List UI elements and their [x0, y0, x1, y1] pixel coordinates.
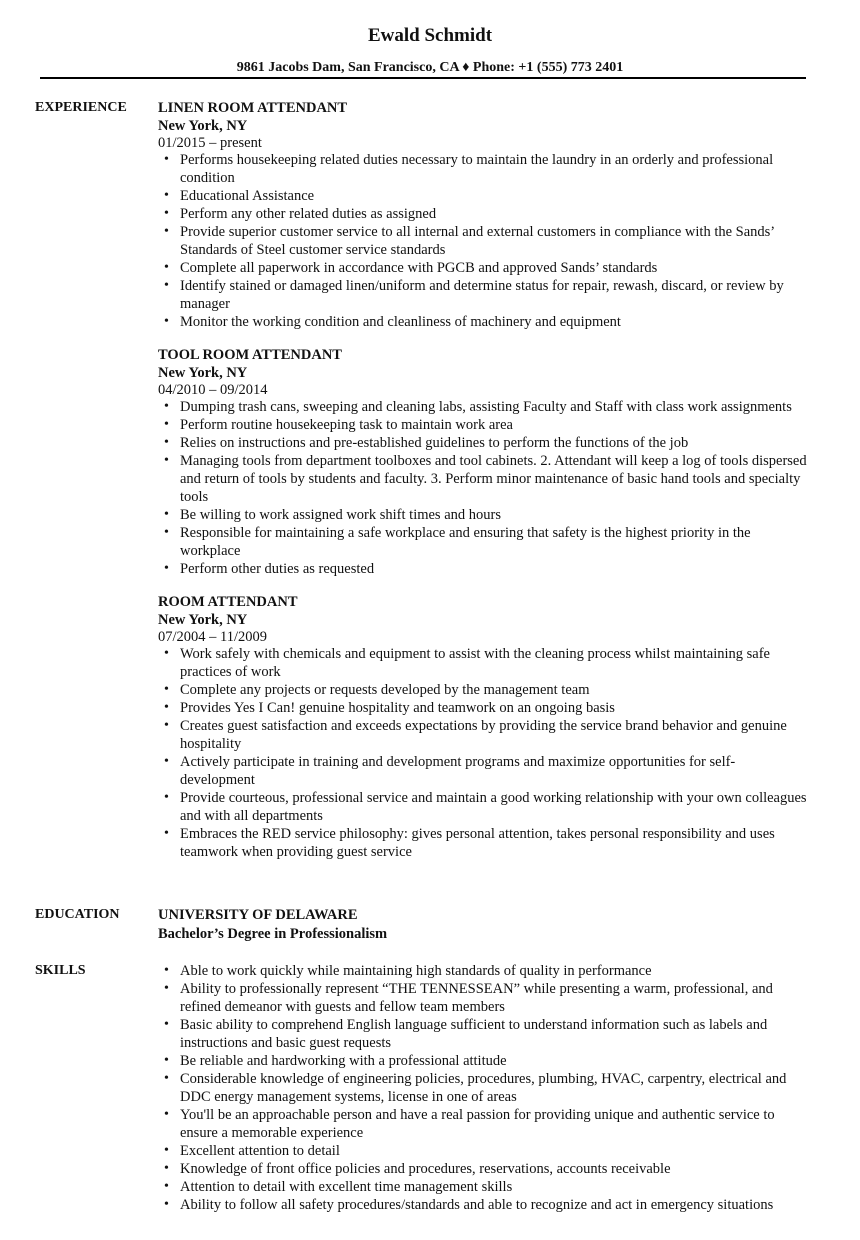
skill-item: • Ability to follow all safety procedures/standards and able to recognize and act in emergency situations: [158, 1196, 808, 1214]
job-dates: 07/2004 – 11/2009: [158, 629, 268, 645]
duty-item: • Responsible for maintaining a safe workplace and ensuring that safety is the highest priority in the workplace: [158, 524, 808, 560]
job-duties: [158, 151, 808, 331]
header-divider: [40, 77, 806, 79]
duty-item: • Perform routine housekeeping task to maintain work area: [158, 416, 808, 434]
skill-item: • Be reliable and hardworking with a professional attitude: [158, 1052, 808, 1070]
duty-item: • Performs housekeeping related duties necessary to maintain the laundry in an orderly and professional condition: [158, 151, 808, 187]
duty-item: • Work safely with chemicals and equipment to assist with the cleaning process whilst maintaining safe practices of work: [158, 645, 808, 681]
job-title: TOOL ROOM ATTENDANT: [158, 347, 342, 363]
skills-heading: SKILLS: [35, 963, 86, 978]
duty-item: • Actively participate in training and development programs and maximize opportunities for self-development: [158, 753, 808, 789]
contact-line: 9861 Jacobs Dam, San Francisco, CA ♦ Phone: +1 (555) 773 2401: [236, 60, 624, 75]
duty-item: • Dumping trash cans, sweeping and cleaning labs, assisting Faculty and Staff with class work assignments: [158, 398, 808, 416]
duty-item: • Managing tools from department toolboxes and tool cabinets. 2. Attendant will keep a log of tools dispersed and return of tools by students and faculty. 3. Perform minor maintenance of basic hand tools and specialty tools: [158, 452, 808, 506]
job-title: LINEN ROOM ATTENDANT: [158, 100, 348, 116]
duty-item: • Provide superior customer service to all internal and external customers in compliance with the Sands’ Standards of Steel customer service standards: [158, 223, 808, 259]
duty-item: • Identify stained or damaged linen/uniform and determine status for repair, rewash, discard, or review by manager: [158, 277, 808, 313]
job-location: New York, NY: [158, 365, 248, 381]
skills-list: [158, 962, 808, 1214]
duty-item: • Complete all paperwork in accordance with PGCB and approved Sands’ standards: [158, 259, 808, 277]
duty-item: • Monitor the working condition and cleanliness of machinery and equipment: [158, 313, 808, 331]
duty-item: • Relies on instructions and pre-established guidelines to perform the functions of the job: [158, 434, 808, 452]
job-dates: 01/2015 – present: [158, 135, 262, 151]
job-location: New York, NY: [158, 612, 248, 628]
duty-item: • Provide courteous, professional service and maintain a good working relationship with your own colleagues and with all departments: [158, 789, 808, 825]
skill-item: • Able to work quickly while maintaining high standards of quality in performance: [158, 962, 808, 980]
school-name: UNIVERSITY OF DELAWARE: [158, 907, 358, 923]
experience-heading: EXPERIENCE: [35, 100, 127, 115]
skill-item: • Considerable knowledge of engineering policies, procedures, plumbing, HVAC, carpentry, electrical and DDC energy management systems, license in one of areas: [158, 1070, 808, 1106]
skill-item: • Ability to professionally represent “THE TENNESSEAN” while presenting a warm, professional, and refined demeanor with guests and fellow team members: [158, 980, 808, 1016]
skill-item: • Knowledge of front office policies and procedures, reservations, accounts receivable: [158, 1160, 808, 1178]
job-duties: [158, 398, 808, 578]
duty-item: • Embraces the RED service philosophy: gives personal attention, takes personal responsibility and uses teamwork when providing guest service: [158, 825, 808, 861]
education-heading: EDUCATION: [35, 907, 120, 922]
skill-item: • Excellent attention to detail: [158, 1142, 808, 1160]
degree-name: Bachelor’s Degree in Professionalism: [158, 926, 388, 942]
skill-item: • Attention to detail with excellent time management skills: [158, 1178, 808, 1196]
job-location: New York, NY: [158, 118, 248, 134]
job-duties: [158, 645, 808, 861]
duty-item: • Complete any projects or requests developed by the management team: [158, 681, 808, 699]
education-entry: [158, 906, 808, 944]
skill-item: • You'll be an approachable person and have a real passion for providing unique and authentic service to ensure a memorable experience: [158, 1106, 808, 1142]
skills-list-wrap: [158, 962, 808, 1214]
candidate-name: Ewald Schmidt: [367, 25, 493, 46]
duty-item: • Educational Assistance: [158, 187, 808, 205]
duty-item: • Perform other duties as requested: [158, 560, 808, 578]
skill-item: • Basic ability to comprehend English language sufficient to understand information such as labels and instructions and basic guest requests: [158, 1016, 808, 1052]
job-entry: [158, 593, 808, 861]
job-entry: [158, 99, 808, 331]
job-title: ROOM ATTENDANT: [158, 594, 298, 610]
duty-item: • Creates guest satisfaction and exceeds expectations by providing the service brand behavior and genuine hospitality: [158, 717, 808, 753]
duty-item: • Perform any other related duties as assigned: [158, 205, 808, 223]
duty-item: • Provides Yes I Can! genuine hospitality and teamwork on an ongoing basis: [158, 699, 808, 717]
duty-item: • Be willing to work assigned work shift times and hours: [158, 506, 808, 524]
job-entry: [158, 346, 808, 578]
job-dates: 04/2010 – 09/2014: [158, 382, 268, 398]
experience-list: [158, 99, 808, 876]
